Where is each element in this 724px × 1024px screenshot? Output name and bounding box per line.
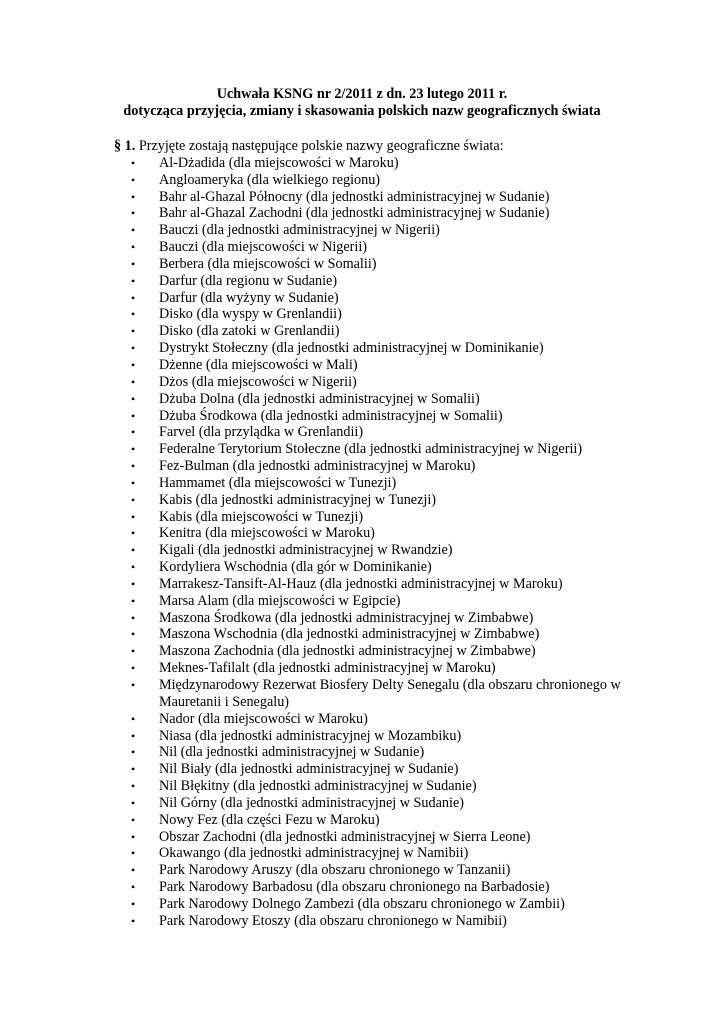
list-item-text: Disko (dla wyspy w Grenlandii) bbox=[159, 306, 342, 323]
list-item bbox=[114, 239, 674, 256]
list-item bbox=[114, 576, 674, 593]
list-item bbox=[114, 492, 674, 509]
list-item bbox=[114, 290, 674, 307]
list-item-text: Kenitra (dla miejscowości w Maroku) bbox=[159, 525, 375, 542]
section-mark: § 1. bbox=[114, 138, 136, 154]
list-item-text: Bauczi (dla miejscowości w Nigerii) bbox=[159, 239, 368, 256]
list-item-text: Berbera (dla miejscowości w Somalii) bbox=[159, 255, 377, 272]
bullet-icon: • bbox=[131, 526, 136, 541]
list-item-text: Darfur (dla wyżyny w Sudanie) bbox=[159, 289, 339, 306]
list-item-text: Dystrykt Stołeczny (dla jednostki administracyjnej w Dominikanie) bbox=[159, 340, 544, 357]
bullet-icon: • bbox=[131, 273, 136, 288]
list-item bbox=[114, 812, 674, 829]
list-item-text: Kabis (dla miejscowości w Tunezji) bbox=[159, 508, 364, 525]
list-item-text: Kordyliera Wschodnia (dla gór w Dominikanie) bbox=[159, 559, 432, 576]
list-item-text: Dżuba Dolna (dla jednostki administracyjnej w Somalii) bbox=[159, 390, 480, 407]
bullet-icon: • bbox=[131, 341, 136, 356]
list-item-text: Kigali (dla jednostki administracyjnej w Rwandzie) bbox=[159, 542, 453, 559]
list-item bbox=[114, 475, 674, 492]
list-item bbox=[114, 778, 674, 795]
bullet-icon: • bbox=[131, 223, 136, 238]
list-item bbox=[114, 542, 674, 559]
list-item bbox=[114, 744, 674, 761]
list-item bbox=[114, 458, 674, 475]
list-item-text: Dżenne (dla miejscowości w Mali) bbox=[159, 356, 358, 373]
bullet-icon: • bbox=[131, 678, 136, 692]
bullet-icon: • bbox=[131, 913, 136, 928]
list-item bbox=[114, 222, 674, 239]
bullet-icon: • bbox=[131, 543, 136, 558]
bullet-icon: • bbox=[131, 475, 136, 490]
bullet-icon: • bbox=[131, 256, 136, 271]
list-item bbox=[114, 593, 674, 610]
list-item-text: Obszar Zachodni (dla jednostki administracyjnej w Sierra Leone) bbox=[159, 828, 531, 845]
list-item-text: Nil Biały (dla jednostki administracyjnej w Sudanie) bbox=[159, 761, 459, 778]
bullet-icon: • bbox=[131, 155, 136, 170]
list-item bbox=[114, 374, 674, 391]
bullet-icon: • bbox=[131, 290, 136, 305]
bullet-icon: • bbox=[131, 644, 136, 659]
list-item bbox=[114, 441, 674, 458]
bullet-icon: • bbox=[131, 627, 136, 642]
list-item bbox=[114, 761, 674, 778]
list-item-text: Kabis (dla jednostki administracyjnej w Tunezji) bbox=[159, 491, 437, 508]
list-item bbox=[114, 306, 674, 323]
bullet-icon: • bbox=[131, 509, 136, 524]
list-item-text: Maszona Zachodnia (dla jednostki administracyjnej w Zimbabwe) bbox=[159, 643, 536, 660]
bullet-icon: • bbox=[131, 779, 136, 794]
list-item-text: Nador (dla miejscowości w Maroku) bbox=[159, 710, 368, 727]
list-item bbox=[114, 879, 674, 896]
list-item-text: Międzynarodowy Rezerwat Biosfery Delty Senegalu (dla obszaru chronionego w Mauretanii i Senegalu) bbox=[159, 677, 621, 710]
list-item-text: Farvel (dla przylądka w Grenlandii) bbox=[159, 424, 364, 441]
list-item bbox=[114, 256, 674, 273]
geographic-names-list bbox=[114, 155, 674, 930]
bullet-icon: • bbox=[131, 492, 136, 507]
bullet-icon: • bbox=[131, 576, 136, 591]
bullet-icon: • bbox=[131, 189, 136, 204]
list-item-text: Niasa (dla jednostki administracyjnej w Mozambiku) bbox=[159, 727, 462, 744]
list-item-text: Nil Górny (dla jednostki administracyjnej w Sudanie) bbox=[159, 794, 464, 811]
bullet-icon: • bbox=[131, 560, 136, 575]
list-item-text: Park Narodowy Etoszy (dla obszaru chronionego w Namibii) bbox=[159, 912, 507, 929]
bullet-icon: • bbox=[131, 408, 136, 423]
list-item-text: Marsa Alam (dla miejscowości w Egipcie) bbox=[159, 592, 401, 609]
list-item bbox=[114, 273, 674, 290]
list-item-text: Federalne Terytorium Stołeczne (dla jednostki administracyjnej w Nigerii) bbox=[159, 441, 583, 458]
bullet-icon: • bbox=[131, 795, 136, 810]
list-item bbox=[114, 610, 674, 627]
bullet-icon: • bbox=[131, 442, 136, 457]
list-item bbox=[114, 913, 674, 930]
list-item bbox=[114, 424, 674, 441]
list-item-text: Okawango (dla jednostki administracyjnej w Namibii) bbox=[159, 845, 469, 862]
bullet-icon: • bbox=[131, 459, 136, 474]
list-item bbox=[114, 323, 674, 340]
bullet-icon: • bbox=[131, 661, 136, 676]
section-intro-paragraph bbox=[114, 138, 674, 155]
list-item-text: Disko (dla zatoki w Grenlandii) bbox=[159, 323, 340, 340]
list-item bbox=[114, 862, 674, 879]
section-1 bbox=[114, 138, 674, 930]
bullet-icon: • bbox=[131, 829, 136, 844]
list-item bbox=[114, 205, 674, 222]
document-title bbox=[0, 86, 724, 120]
list-item-text: Darfur (dla regionu w Sudanie) bbox=[159, 272, 338, 289]
bullet-icon: • bbox=[131, 711, 136, 726]
list-item-text: Al-Dżadida (dla miejscowości w Maroku) bbox=[159, 154, 399, 171]
bullet-icon: • bbox=[131, 324, 136, 339]
list-item-text: Nowy Fez (dla części Fezu w Maroku) bbox=[159, 811, 380, 828]
bullet-icon: • bbox=[131, 172, 136, 187]
list-item bbox=[114, 509, 674, 526]
bullet-icon: • bbox=[131, 863, 136, 878]
list-item bbox=[114, 340, 674, 357]
bullet-icon: • bbox=[131, 896, 136, 911]
bullet-icon: • bbox=[131, 610, 136, 625]
bullet-icon: • bbox=[131, 374, 136, 389]
list-item bbox=[114, 677, 674, 711]
list-item bbox=[114, 896, 674, 913]
list-item bbox=[114, 559, 674, 576]
list-item bbox=[114, 795, 674, 812]
list-item bbox=[114, 829, 674, 846]
bullet-icon: • bbox=[131, 762, 136, 777]
list-item-text: Bahr al-Ghazal Zachodni (dla jednostki administracyjnej w Sudanie) bbox=[159, 205, 550, 222]
list-item-text: Bahr al-Ghazal Północny (dla jednostki administracyjnej w Sudanie) bbox=[159, 188, 550, 205]
list-item-text: Maszona Środkowa (dla jednostki administracyjnej w Zimbabwe) bbox=[159, 609, 534, 626]
list-item-text: Nil (dla jednostki administracyjnej w Sudanie) bbox=[159, 744, 425, 761]
bullet-icon: • bbox=[131, 593, 136, 608]
list-item bbox=[114, 626, 674, 643]
bullet-icon: • bbox=[131, 812, 136, 827]
title-line-1: Uchwała KSNG nr 2/2011 z dn. 23 lutego 2011 r. bbox=[216, 86, 508, 102]
list-item-text: Maszona Wschodnia (dla jednostki administracyjnej w Zimbabwe) bbox=[159, 626, 540, 643]
list-item bbox=[114, 172, 674, 189]
bullet-icon: • bbox=[131, 391, 136, 406]
list-item bbox=[114, 189, 674, 206]
list-item-text: Bauczi (dla jednostki administracyjnej w Nigerii) bbox=[159, 222, 440, 239]
list-item-text: Angloameryka (dla wielkiego regionu) bbox=[159, 171, 381, 188]
title-line-2: dotycząca przyjęcia, zmiany i skasowania polskich nazw geograficznych świata bbox=[123, 103, 601, 119]
list-item bbox=[114, 357, 674, 374]
bullet-icon: • bbox=[131, 357, 136, 372]
bullet-icon: • bbox=[131, 307, 136, 322]
bullet-icon: • bbox=[131, 206, 136, 221]
bullet-icon: • bbox=[131, 728, 136, 743]
list-item bbox=[114, 660, 674, 677]
list-item-text: Park Narodowy Barbadosu (dla obszaru chronionego na Barbadosie) bbox=[159, 879, 550, 896]
list-item-text: Dżos (dla miejscowości w Nigerii) bbox=[159, 373, 357, 390]
bullet-icon: • bbox=[131, 880, 136, 895]
list-item-text: Nil Błękitny (dla jednostki administracyjnej w Sudanie) bbox=[159, 778, 477, 795]
bullet-icon: • bbox=[131, 846, 136, 861]
list-item bbox=[114, 155, 674, 172]
list-item-text: Meknes-Tafilalt (dla jednostki administracyjnej w Maroku) bbox=[159, 660, 496, 677]
list-item bbox=[114, 391, 674, 408]
list-item-text: Park Narodowy Aruszy (dla obszaru chronionego w Tanzanii) bbox=[159, 862, 511, 879]
bullet-icon: • bbox=[131, 240, 136, 255]
list-item-text: Hammamet (dla miejscowości w Tunezji) bbox=[159, 474, 397, 491]
list-item bbox=[114, 728, 674, 745]
list-item-text: Marrakesz-Tansift-Al-Hauz (dla jednostki administracyjnej w Maroku) bbox=[159, 575, 563, 592]
list-item-text: Park Narodowy Dolnego Zambezi (dla obszaru chronionego w Zambii) bbox=[159, 895, 565, 912]
section-intro-text: Przyjęte zostają następujące polskie nazwy geograficzne świata: bbox=[138, 138, 504, 154]
list-item bbox=[114, 643, 674, 660]
list-item bbox=[114, 525, 674, 542]
list-item-text: Fez-Bulman (dla jednostki administracyjnej w Maroku) bbox=[159, 458, 476, 475]
list-item bbox=[114, 711, 674, 728]
bullet-icon: • bbox=[131, 425, 136, 440]
list-item bbox=[114, 408, 674, 425]
bullet-icon: • bbox=[131, 745, 136, 760]
list-item-text: Dżuba Środkowa (dla jednostki administracyjnej w Somalii) bbox=[159, 407, 503, 424]
list-item bbox=[114, 845, 674, 862]
